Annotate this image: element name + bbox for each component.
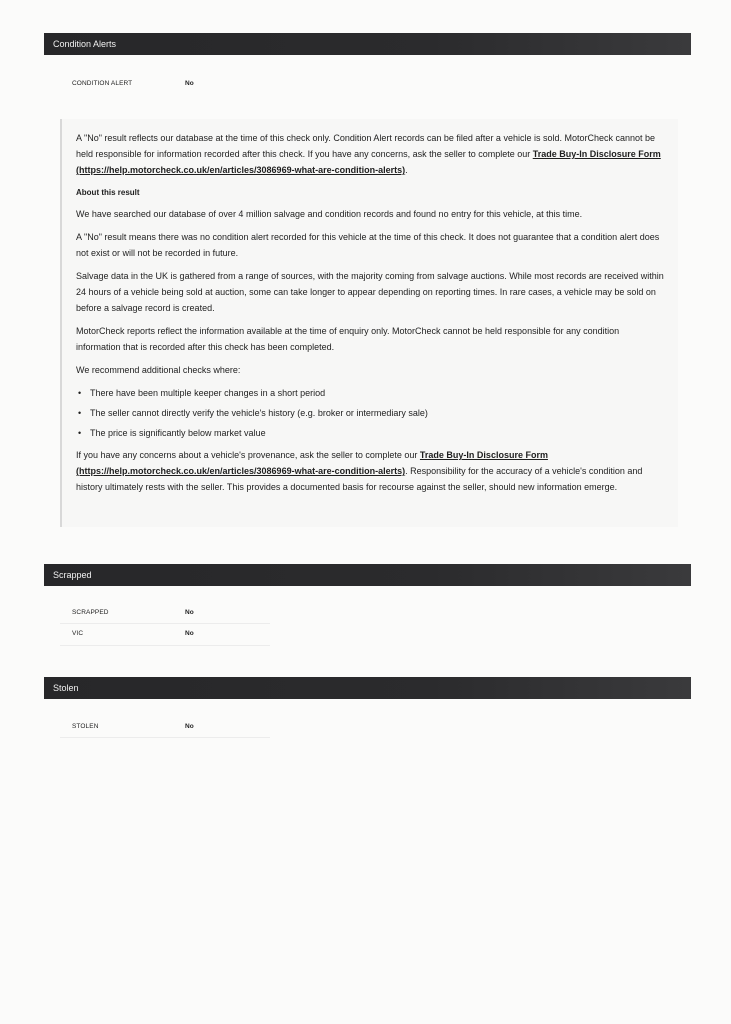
recommend-list bbox=[76, 385, 666, 441]
about-result-heading: About this result bbox=[76, 188, 140, 197]
stolen-value: No bbox=[185, 723, 194, 730]
scrapped-header: Scrapped bbox=[44, 564, 691, 586]
note-paragraph-3: A "No" result means there was no condition alert recorded for this vehicle at the time of this check. It does not guarantee that a condition alert does not exist or will not be recorded in future. bbox=[76, 232, 660, 258]
stolen-row bbox=[72, 723, 194, 730]
bullet-icon: • bbox=[78, 428, 82, 438]
list-item-text: The price is significantly below market value bbox=[90, 428, 266, 438]
condition-alerts-header: Condition Alerts bbox=[44, 33, 691, 55]
note-p7-end: . Responsibility for the accuracy of a vehicle's condition and history ultimately rests with the seller. This provides a documented basis for recourse against the seller, should new information emerge. bbox=[76, 466, 643, 492]
list-item bbox=[76, 385, 666, 401]
note-p1-text: A "No" result reflects our database at the time of this check only. Condition Alert records can be filed after a vehicle is sold. MotorCheck cannot be held responsible for information recorded after this check. If you have any concerns, ask the seller to complete our bbox=[76, 133, 656, 159]
disclosure-form-link[interactable]: Trade Buy-In Disclosure Form (https://help.motorcheck.co.uk/en/articles/3086969-what-are-condition-alerts) bbox=[76, 149, 661, 175]
disclosure-form-link-2[interactable]: Trade Buy-In Disclosure Form (https://help.motorcheck.co.uk/en/articles/3086969-what-are-condition-alerts) bbox=[76, 450, 548, 476]
bullet-icon: • bbox=[78, 408, 82, 418]
stolen-label: STOLEN bbox=[72, 723, 99, 730]
vic-label: VIC bbox=[72, 630, 84, 637]
row-divider bbox=[60, 645, 270, 646]
list-item bbox=[76, 425, 666, 441]
stolen-header: Stolen bbox=[44, 677, 691, 699]
row-divider bbox=[60, 737, 270, 738]
row-divider bbox=[60, 623, 270, 624]
scrapped-label: SCRAPPED bbox=[72, 609, 109, 616]
note-paragraph-4: Salvage data in the UK is gathered from a range of sources, with the majority coming from salvage auctions. While most records are received within 24 hours of a vehicle being sold at auction, some can take longer to appear depending on reporting times. In rare cases, a vehicle may be sold on before a salvage record is created. bbox=[76, 271, 664, 313]
note-p1-end: . bbox=[405, 165, 408, 175]
bullet-icon: • bbox=[78, 388, 82, 398]
list-item bbox=[76, 405, 666, 421]
scrapped-value: No bbox=[185, 609, 194, 616]
note-paragraph-6: We recommend additional checks where: bbox=[76, 365, 241, 375]
vic-value: No bbox=[185, 630, 194, 637]
condition-alert-value: No bbox=[185, 80, 194, 87]
note-paragraph-2: We have searched our database of over 4 million salvage and condition records and found no entry for this vehicle, at this time. bbox=[76, 209, 583, 219]
note-paragraph-7 bbox=[76, 447, 666, 495]
condition-alert-note bbox=[60, 119, 678, 527]
note-paragraph-5: MotorCheck reports reflect the information available at the time of enquiry only. MotorCheck cannot be held responsible for any condition information that is recorded after this check has been completed. bbox=[76, 326, 620, 352]
condition-alert-row bbox=[72, 80, 194, 87]
note-p7-text: If you have any concerns about a vehicle's provenance, ask the seller to complete our bbox=[76, 450, 420, 460]
vic-row bbox=[72, 630, 194, 637]
list-item-text: The seller cannot directly verify the vehicle's history (e.g. broker or intermediary sale) bbox=[90, 408, 428, 418]
list-item-text: There have been multiple keeper changes in a short period bbox=[90, 388, 326, 398]
scrapped-row bbox=[72, 609, 194, 616]
note-paragraph-1 bbox=[76, 130, 666, 178]
condition-alert-label: CONDITION ALERT bbox=[72, 80, 133, 87]
